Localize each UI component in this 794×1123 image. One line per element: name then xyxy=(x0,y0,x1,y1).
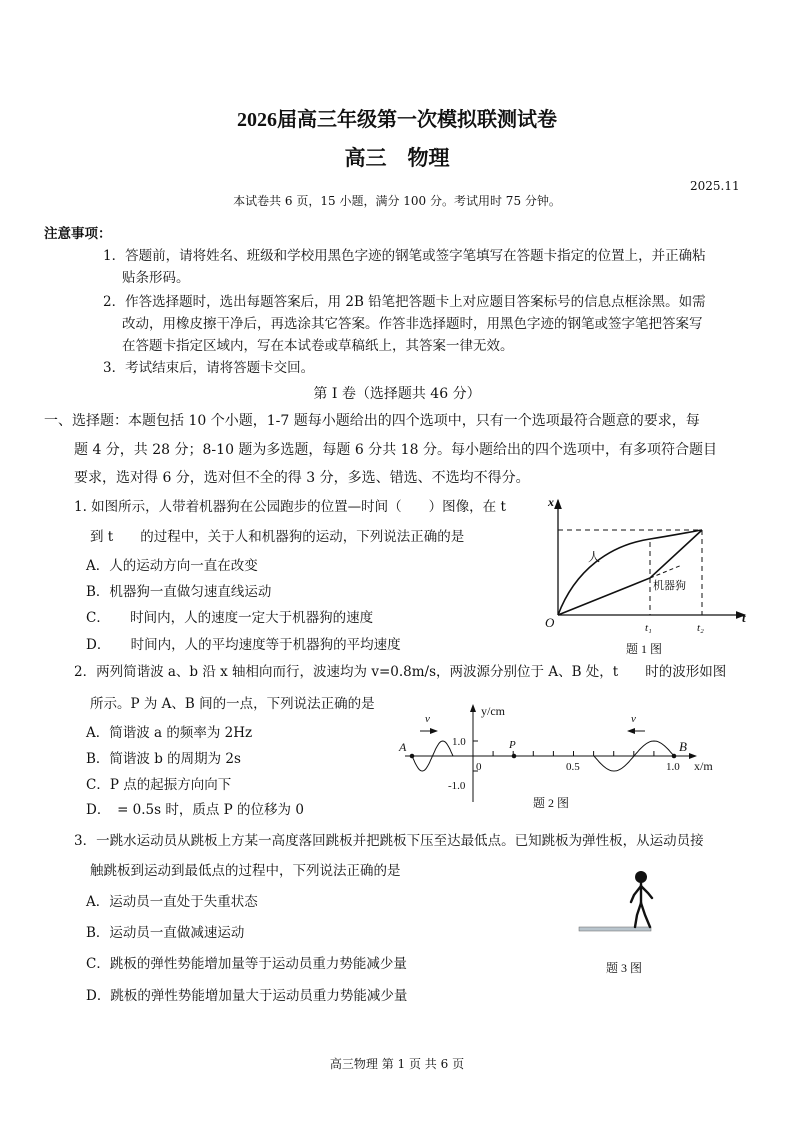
note-2-cont2: 在答题卡指定区域内，写在本试卷或草稿纸上，其答案一律无效。 xyxy=(122,338,514,354)
exam-subtitle: 高三 物理 xyxy=(344,145,450,170)
q2-stem-cont: 所示。P 为 A、B 间的一点，下列说法正确的是 xyxy=(90,696,375,712)
q2-p-label: P xyxy=(509,739,516,751)
q2-mid-label: 0.5 xyxy=(566,761,580,773)
q3-stem: 3．一跳水运动员从跳板上方某一高度落回跳板并把跳板下压至达最低点。已知跳板为弹性板，从运动员接 xyxy=(74,833,704,849)
q2-option-d: D． = 0.5s 时，质点 P 的位移为 0 xyxy=(86,802,304,818)
exam-info: 本试卷共 6 页，15 小题，满分 100 分。考试用时 75 分钟。 xyxy=(233,194,561,208)
q2-y-label: y/cm xyxy=(481,704,505,718)
q2-velocity-a-label: v xyxy=(425,713,430,725)
q1-t-label: t xyxy=(742,610,746,625)
q1-person-label: 人 xyxy=(588,550,601,564)
q2-stem: 2．两列简谐波 a、b 沿 x 轴相向而行，波速均为 v=0.8m/s，两波源分别位于 A、B 处，t 时的波形如图 xyxy=(74,664,727,680)
q3-caption: 题 3 图 xyxy=(606,961,643,975)
q2-option-b: B．简谐波 b 的周期为 2s xyxy=(86,751,241,767)
q1-stem-cont: 到 t 的过程中，关于人和机器狗的运动，下列说法正确的是 xyxy=(90,529,465,545)
q3-option-a: A．运动员一直处于失重状态 xyxy=(86,894,258,910)
q1-option-c: C． 时间内，人的速度一定大于机器狗的速度 xyxy=(86,610,374,626)
q2-zero-label: 0 xyxy=(476,761,482,773)
q3-option-b: B．运动员一直做减速运动 xyxy=(86,925,245,941)
q2-b-label: B xyxy=(679,739,687,754)
q1-x-label: x xyxy=(548,495,554,509)
q3-option-c: C．跳板的弹性势能增加量等于运动员重力势能减少量 xyxy=(86,956,407,972)
q3-diver-head xyxy=(635,871,647,883)
q1-stem: 1. 如图所示，人带着机器狗在公园跑步的位置—时间（ ）图像，在 t xyxy=(74,499,506,515)
q1-caption: 题 1 图 xyxy=(626,642,663,656)
q3-stem-cont: 触跳板到运动到最低点的过程中，下列说法正确的是 xyxy=(90,863,401,879)
section-intro-cont2: 要求，选对得 6 分，选对但不全的得 3 分，多选、错选、不选均不得分。 xyxy=(74,470,530,486)
q2-end-label: 1.0 xyxy=(666,761,680,773)
q2-velocity-b-label: v xyxy=(631,713,636,725)
note-2: 2．作答选择题时，选出每题答案后，用 2B 铅笔把答题卡上对应题目答案标号的信息点框涂黑。如需 xyxy=(103,294,706,310)
q2-option-a: A．简谐波 a 的频率为 2Hz xyxy=(86,725,253,741)
q3-option-d: D．跳板的弹性势能增加量大于运动员重力势能减少量 xyxy=(86,988,408,1004)
section-intro-cont: 题 4 分，共 28 分；8-10 题为多选题，每题 6 分共 18 分。每小题给出的四个选项中，有多项符合题目 xyxy=(74,442,717,458)
q1-t1-label: t₁ xyxy=(645,622,652,634)
q1-option-b: B．机器狗一直做匀速直线运动 xyxy=(86,584,272,600)
note-2-cont: 改动，用橡皮擦干净后，再选涂其它答案。作答非选择题时，用黑色字迹的钢笔或签字笔把答案写 xyxy=(122,316,703,332)
section-title: 第 I 卷（选择题共 46 分） xyxy=(313,386,481,402)
page-footer: 高三物理 第 1 页 共 6 页 xyxy=(329,1057,465,1071)
q2-yneg-label: -1.0 xyxy=(448,780,466,792)
q2-caption: 题 2 图 xyxy=(533,796,570,810)
q2-ypos-label: 1.0 xyxy=(452,736,466,748)
q3-springboard xyxy=(579,927,651,931)
note-3: 3．考试结束后，请将答题卡交回。 xyxy=(103,360,315,376)
q1-option-a: A．人的运动方向一直在改变 xyxy=(86,558,258,574)
q1-dog-label: 机器狗 xyxy=(653,580,686,592)
notes-heading: 注意事项： xyxy=(44,226,112,242)
q1-t2-label: t₂ xyxy=(697,622,704,634)
section-intro: 一、选择题：本题包括 10 个小题，1-7 题每小题给出的四个选项中，只有一个选项最符合题意的要求，每 xyxy=(44,413,700,429)
q2-a-label: A xyxy=(399,740,407,754)
q3-diver-body xyxy=(631,883,652,927)
q1-option-d: D． 时间内，人的平均速度等于机器狗的平均速度 xyxy=(86,637,401,653)
note-1-cont: 贴条形码。 xyxy=(122,270,190,286)
q2-option-c: C．P 点的起振方向向下 xyxy=(86,777,232,793)
q2-x-label: x/m xyxy=(694,759,713,773)
exam-date: 2025.11 xyxy=(690,179,740,193)
exam-title: 2026届高三年级第一次模拟联测试卷 xyxy=(237,109,557,131)
note-1: 1．答题前，请将姓名、班级和学校用黑色字迹的钢笔或签字笔填写在答题卡指定的位置上，并正确粘 xyxy=(103,248,706,264)
q1-origin-label: O xyxy=(545,615,555,630)
